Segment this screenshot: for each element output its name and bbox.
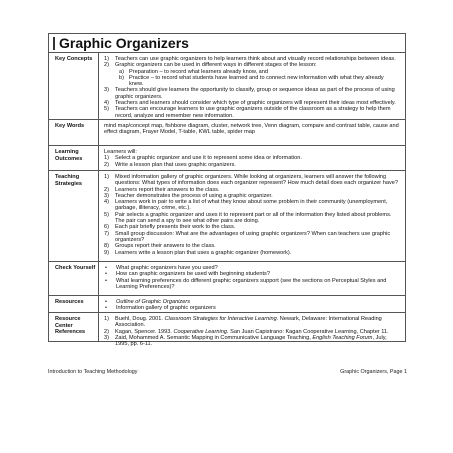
row-body [100,53,405,119]
bullet-icon: • [105,277,107,284]
list-item: • How can graphic organizers be used with beginning students? [105,271,270,278]
learning-outcomes-list [104,155,399,168]
list-item: 2) Graphic organizers can be used in different ways in different stages of the lesson: a) Preparation – to record what learners already know, and b) Practice – to record what students have learned and to connect new information with what they already knew. [104,62,399,87]
references-list [104,316,399,347]
row-label: Check Yourself [49,262,99,295]
list-item: 6) Each pair briefly presents their work to the class. [104,224,236,231]
row-key-concepts [49,53,405,120]
bullet-icon: • [105,271,107,278]
row-resource-center-references [49,313,405,348]
title-bar [49,34,405,53]
list-item: • What learning preferences do different graphic organizers support (see the sections on Perceptual Styles and Learning Preferences)? [105,277,387,290]
row-label: Resources [49,296,99,312]
list-item: 8) Groups report their answers to the class. [104,243,216,250]
row-body [100,296,405,312]
list-item: • Outline of Graphic Organizers [105,299,190,305]
list-item: 2) Kagan, Spencer. 1993. Cooperative Learning. San Juan Capistrano: Kagan Cooperative Learning, Chapter 11. [104,328,389,335]
learning-outcomes-intro: Learners will: [104,149,137,155]
page-title: Graphic Organizers [59,35,189,51]
list-item: 7) Small group discussion: What are the advantages of using graphic organizers? When can teachers use graphic organizers? [104,230,391,243]
list-item: 4) Teachers and learners should consider which type of graphic organizers will represent their ideas most effectively. [104,100,396,107]
resources-list [104,299,399,312]
list-item: 1) Teachers can use graphic organizers to help learners think about and visually record relationships between ideas. [104,56,396,62]
list-item: 1) Buehl, Doug. 2001. Classroom Strategies for Interactive Learning. Newark, Delaware: International Reading Association. [104,316,382,329]
key-concepts-list [104,56,399,119]
list-item: 1) Select a graphic organizer and use it to represent some idea or information. [104,155,302,162]
key-words-text: mind map/concept map, fishbone diagram, cluster, network tree, Venn diagram, compare and contrast table, cause and effect diagram, Frayer Model, T-table, KWL table, spider map [104,123,399,136]
list-item: 3) Teacher demonstrates the process of using a graphic organizer. [104,192,273,199]
bullet-icon: • [105,265,107,271]
row-body [100,171,405,256]
row-label: Learning Outcomes [49,146,99,170]
list-item: 1) Mixed information gallery of graphic organizers. While looking at organizers, learners will answer the following questions: What types of information does each organizer represent? How much detail does each organizer have? [104,174,398,187]
row-body [100,146,405,168]
list-item: • Information gallery of graphic organizers [105,305,216,312]
teaching-strategies-list [104,174,399,256]
row-body [100,313,405,347]
list-item: 2) Write a lesson plan that uses graphic organizers. [104,161,236,168]
row-key-words [49,120,405,146]
list-item: 5) Pair selects a graphic organizer and uses it to represent part or all of the information they listed about problems. The pair can send a spy to see what other pairs are doing. [104,211,392,225]
footer-right: Graphic Organizers, Page 1 [340,369,407,375]
row-label: Key Concepts [49,53,99,119]
title-accent-bar [53,37,55,50]
row-resources [49,296,405,313]
list-item: 3) Zaid, Mohammed A. Semantic Mapping in Communicative Language Teaching, English Teaching Forum, July, 1995, pp. 6-11. [104,334,387,348]
row-check-yourself [49,262,405,296]
row-body [100,120,405,136]
check-yourself-list [104,265,399,290]
row-learning-outcomes [49,146,405,171]
list-item: 2) Learners report their answers to the class. [104,186,220,193]
sub-list-item: a) Preparation – to record what learners already know, and [119,68,268,75]
list-item: 5) Teachers can encourage learners to use graphic organizers outside of the classroom as a strategy to help them record, analyze and remember new information. [104,106,391,119]
bullet-icon: • [105,305,107,312]
sub-list-item: b) Practice – to record what students have learned and to connect new information with what they already knew. [119,74,384,88]
list-item: • What graphic organizers have you used? [105,265,218,271]
list-item: 9) Learners write a lesson plan that uses a graphic organizer (homework). [104,249,292,256]
row-label: Resource Center References [49,313,99,342]
row-label: Key Words [49,120,99,145]
bullet-icon: • [105,299,107,305]
row-label: Teaching Strategies [49,171,99,261]
document-table [48,33,406,348]
row-teaching-strategies [49,171,405,262]
list-item: 4) Learners work in pair to write a list of what they know about some problem in their community (unemployment, garbage, illiteracy, crime, etc.). [104,199,388,212]
list-item: 3) Teachers should give learners the opportunity to classify, group or sequence ideas as part of the process of using graphic organizers. [104,87,395,100]
footer-left: Introduction to Teaching Methodology [48,369,138,375]
row-body [100,262,405,290]
sub-list [115,69,399,88]
